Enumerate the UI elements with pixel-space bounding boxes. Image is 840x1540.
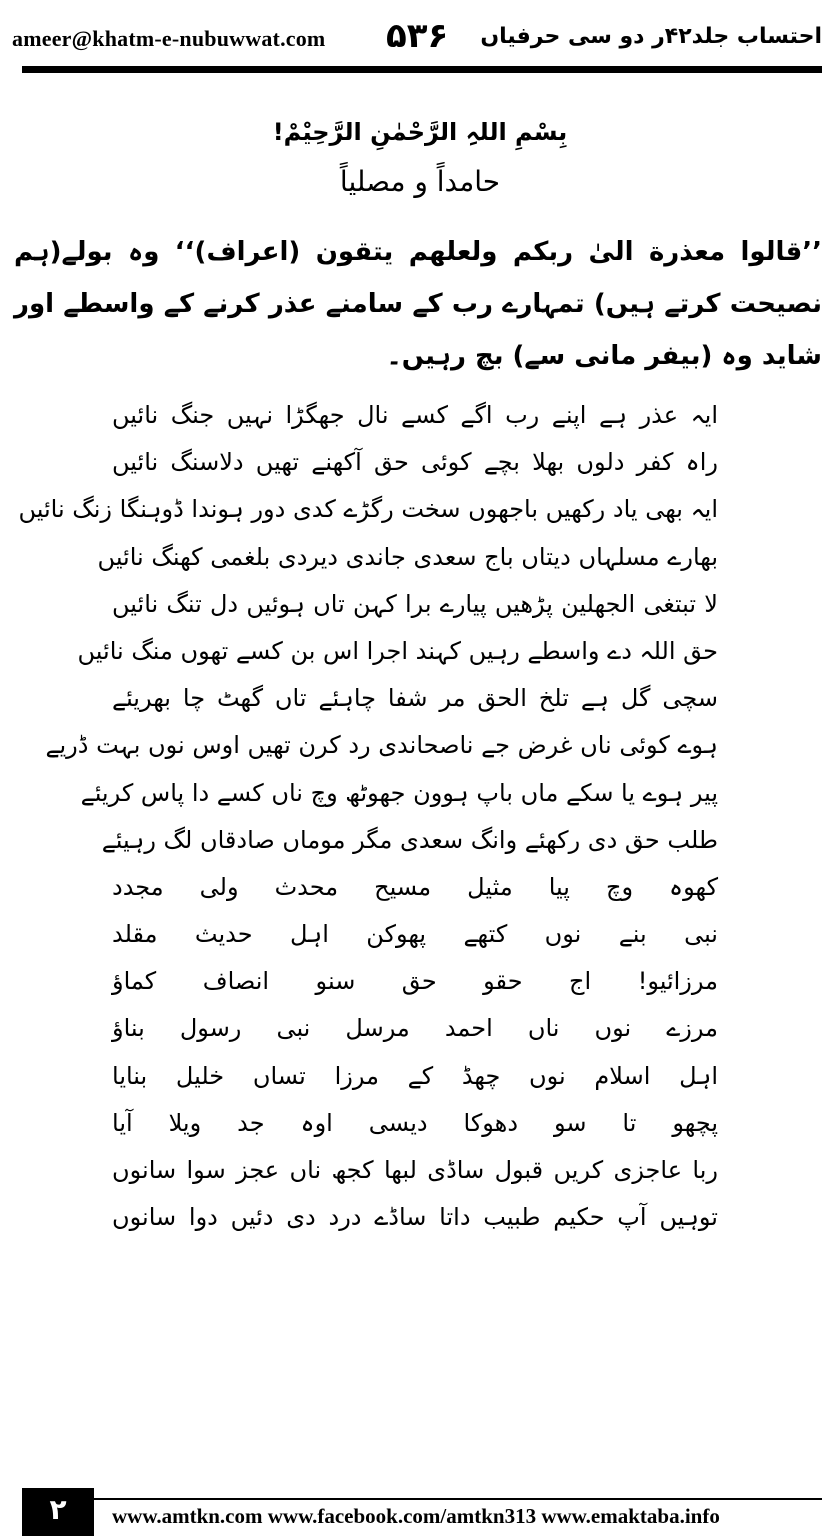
verse-line: اہل اسلام نوں چھڈ کے مرزا تساں خلیل بنایا	[112, 1061, 718, 1090]
verse-line: طلب حق دی رکھئے وانگ سعدی مگر موماں صادقاں لگ رہیئے	[101, 825, 718, 854]
header-page-number: ۵۳۶	[386, 16, 449, 56]
page-header	[0, 0, 840, 80]
bismillah-heading: بِسْمِ اللہِ الرَّحْمٰنِ الرَّحِیْمْ!	[272, 118, 568, 146]
verse-list	[18, 392, 718, 1241]
page-footer	[0, 1488, 840, 1540]
verse-line: نبی بنے نوں کتھے پھوکن اہل حدیث مقلد	[112, 920, 718, 949]
verse-line: بھارے مسلہاں دیتاں باج سعدی جاندی دیردی بلغمی کھنگ نائیں	[97, 542, 718, 571]
footer-divider	[94, 1498, 822, 1500]
header-email: ameer@khatm-e-nubuwwat.com	[12, 26, 326, 51]
footer-page-number: ۲	[22, 1488, 94, 1536]
verse-line: حق اللہ دے واسطے رہیں کہند اجرا اس بن کسے تھوں منگ نائیں	[77, 636, 718, 665]
verse-line: مرزے نوں ناں احمد مرسل نبی رسول بناؤ	[112, 1014, 718, 1043]
verse-line: توہیں آپ حکیم طبیب داتا ساڈے درد دی دئیں دوا سانوں	[112, 1203, 718, 1232]
verse-line: پیر ہوے یا سکے ماں باپ ہوون جھوٹھ وچ ناں کسے دا پاس کریئے	[80, 778, 718, 807]
verse-line: ایہ عذر ہے اپنے رب اگے کسے نال جھگڑا نہیں جنگ نائیں	[112, 401, 718, 429]
intro-paragraph: ’’قالوا معذرة الیٰ ربکم ولعلهم یتقون (اعراف)‘‘ وہ بولے(ہم نصیحت کرتے ہیں) تمہارے رب کے سامنے عذر کرنے کے واسطے اور شاید وہ (بیفر مانی سے) بچ رہیں۔	[14, 237, 822, 371]
salutation-line: حامداً و مصلیاً	[339, 165, 501, 198]
header-book-title: احتساب جلد۴۲ر دو سی حرفیاں	[480, 24, 822, 49]
verse-line: پچھو تا سو دھوکا دیسی اوہ جد ویلا آیا	[112, 1108, 718, 1137]
verse-line: ہوے کوئی ناں غرض جے ناصحاندی رد کرن تھیں اوس نوں بہت ڈریے	[45, 731, 718, 760]
verse-line: ربا عاجزی کریں قبول ساڈی لبھا کجھ ناں عجز سوا سانوں	[112, 1156, 718, 1184]
header-divider	[22, 66, 822, 73]
verse-line: مرزائیو! اج حقو حق سنو انصاف کماؤ	[112, 967, 718, 996]
verse-line: ایہ بھی یاد رکھیں باجھوں سخت رگڑے کدی دور ہوندا ڈوہنگا زنگ نائیں	[18, 495, 718, 524]
verse-line: کھوہ وچ پیا مثیل مسیح محدث ولی مجدد	[112, 872, 718, 901]
verse-line: لا تبتغی الجھلین پڑھیں پیارے برا کہن تاں ہوئیں دل تنگ نائیں	[112, 589, 718, 618]
verse-line: سچی گل ہے تلخ الحق مر شفا چاہئے تاں گھٹ چا بھریئے	[112, 684, 718, 713]
verse-line: راہ کفر دلوں بھلا بچے کوئی حق آکھنے تھیں دلاسنگ نائیں	[112, 448, 718, 477]
footer-links: www.amtkn.com www.facebook.com/amtkn313 www.emaktaba.info	[112, 1504, 720, 1528]
